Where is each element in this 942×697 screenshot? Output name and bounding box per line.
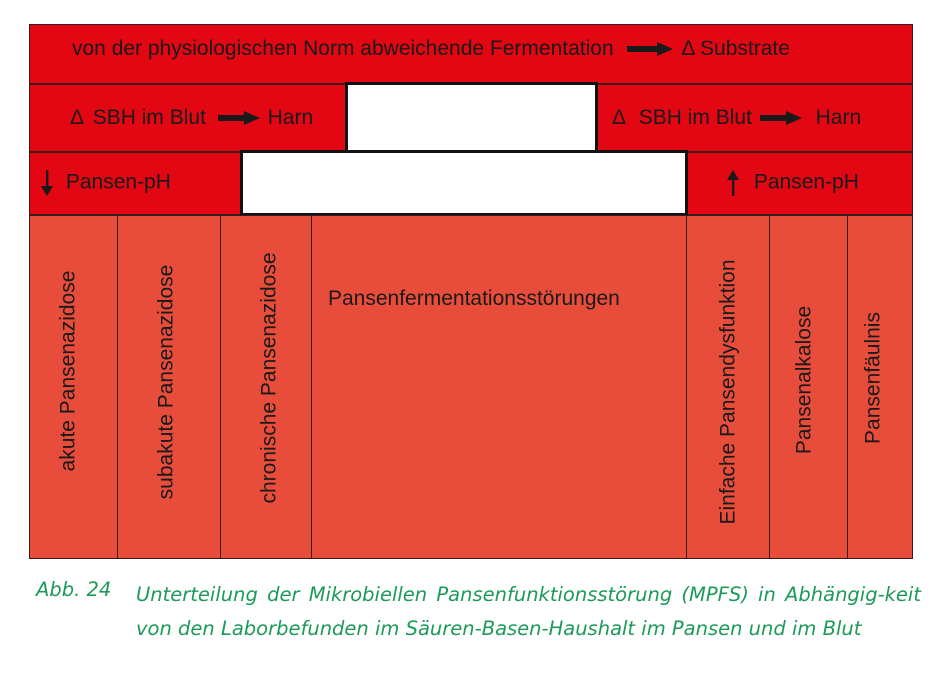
column-label-subakute: subakute Pansenazidose <box>154 264 178 500</box>
up-arrow-icon <box>726 170 740 196</box>
column-label-chronische: chronische Pansenazidose <box>257 252 281 504</box>
substrate-text: Substrate <box>700 37 790 60</box>
ph-right-text: Pansen-pH <box>753 170 859 194</box>
figure-caption: Unterteilung der Mikrobiellen Pansenfunktionsstörung (MPFS) in Abhängig-keit von den Laborbefunden im Säuren-Basen-Haushalt im Pansen und im Blut <box>136 583 921 640</box>
sbh-blank-box <box>345 82 598 155</box>
figure-number: Abb. 24 <box>36 578 112 601</box>
column-label-einfache: Einfache Pansendysfunktion <box>716 259 740 525</box>
down-arrow-icon <box>40 170 54 196</box>
right-arrow-icon <box>627 42 673 56</box>
sbh-left-label <box>70 107 313 128</box>
right-arrow-icon <box>760 111 802 125</box>
column-label-pansenfaeulnis: Pansenfäulnis <box>861 312 885 444</box>
harn-left-text: Harn <box>267 106 314 129</box>
fermentation-text: von der physiologischen Norm abweichende Fermentation <box>72 37 614 60</box>
ph-left-label <box>40 170 171 196</box>
ph-left-text: Pansen-pH <box>65 170 171 194</box>
column-label-pansenfermentation: Pansenfermentationsstörungen <box>328 287 620 310</box>
delta-symbol: Δ <box>681 37 695 60</box>
column-label-pansenalkalose: Pansenalkalose <box>792 305 816 455</box>
column-label-akute: akute Pansenazidose <box>56 270 80 472</box>
delta-symbol-right: Δ <box>612 106 625 129</box>
fermentation-header-label <box>72 38 790 59</box>
ph-blank-box <box>240 150 688 216</box>
ph-right-label <box>726 170 859 196</box>
sbh-right-label <box>612 107 861 128</box>
harn-right-text: Harn <box>815 106 862 129</box>
delta-symbol-left: Δ <box>70 106 83 129</box>
sbh-right-text: SBH im Blut <box>638 106 752 129</box>
right-arrow-icon <box>218 111 260 125</box>
sbh-left-text: SBH im Blut <box>92 106 206 129</box>
column-pansenfermentationsstoerungen <box>311 215 687 559</box>
